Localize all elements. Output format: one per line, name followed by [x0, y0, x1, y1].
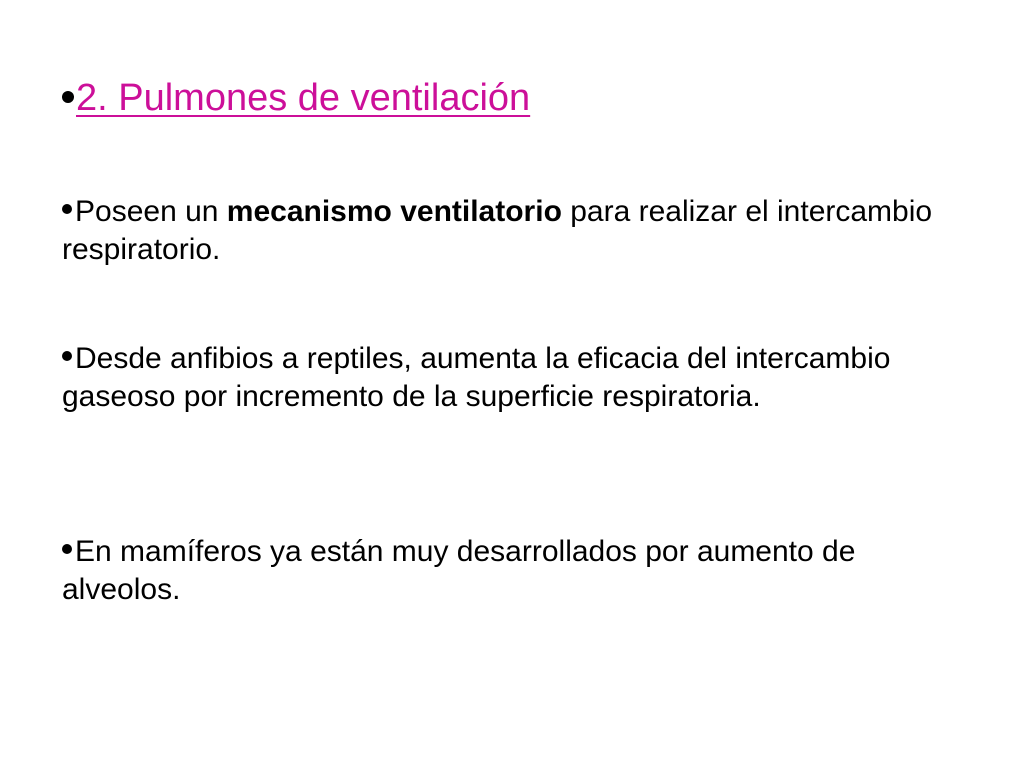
bullet-text-bold: mecanismo ventilatorio — [226, 195, 562, 228]
bullet-dot-icon — [62, 204, 72, 214]
bullet-dot-icon — [62, 351, 72, 361]
bullet-item — [62, 193, 982, 269]
bullet-text: En mamíferos ya están muy desarrollados por aumento de alveolos. — [62, 535, 856, 606]
bullet-text-before: Poseen un — [75, 195, 227, 228]
bullet-text-after: para realizar el intercambio respiratorio. — [62, 195, 933, 266]
bullet-item — [62, 533, 982, 609]
bullet-dot-icon — [62, 544, 72, 554]
bullet-item — [62, 340, 982, 416]
slide-title — [62, 76, 530, 120]
slide-title-text: 2. Pulmones de ventilación — [76, 77, 531, 119]
bullet-dot-icon — [62, 91, 74, 103]
bullet-text: Desde anfibios a reptiles, aumenta la eficacia del intercambio gaseoso por incremento de la superficie respiratoria. — [62, 342, 891, 413]
